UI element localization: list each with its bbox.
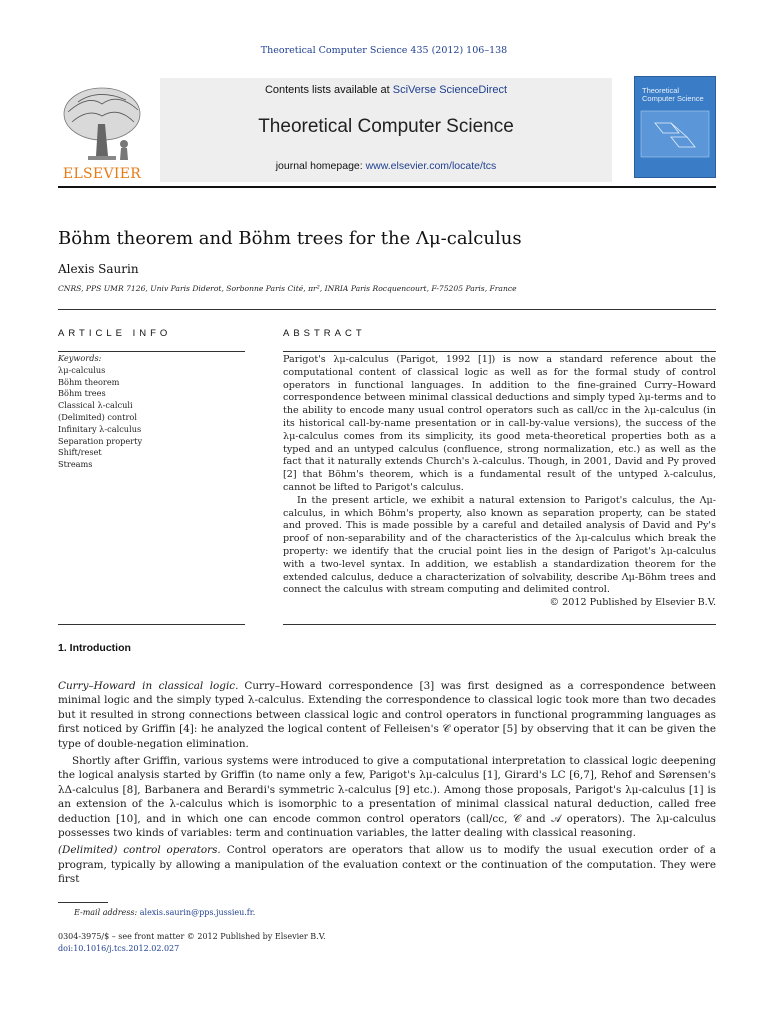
article-info-heading: ARTICLE INFO [58, 328, 172, 339]
footnote-email [74, 908, 255, 917]
email-end: . [252, 908, 256, 917]
keyword-item: (Delimited) control [58, 411, 137, 422]
abstract-paragraph-1: Parigot's λμ-calculus (Parigot, 1992 [1]) is now a standard reference about the computational content of classical logic as well as for the formal study of control operators in functional languages. In addition to the fine-grained Curry–Howard correspondence between minimal classical deductions and simply typed λμ-terms and to the ability to encode many usual control operators such as call/cc in the λμ-calculus (in its historical call-by-name presentation or in call-by-value versions), the success of the λμ-calculus comes from its simplicity, its good meta-theoretical properties both as a typed and an untyped calculus (confluence, strong normalization, etc.) as well as the fact that it naturally extends Church's λ-calculus. Though, in 2001, David and Py proved [2] that Böhm's theorem, which is a fundamental result of the untyped λ-calculus, cannot be lifted to Parigot's calculus. [283, 354, 716, 493]
journal-title: Theoretical Computer Science [258, 116, 514, 137]
sciencedirect-link[interactable]: SciVerse ScienceDirect [392, 84, 508, 96]
abstract-rule [283, 351, 716, 352]
tree-icon [58, 84, 146, 164]
author-name: Alexis Saurin [58, 262, 139, 276]
abstract-heading: ABSTRACT [283, 328, 366, 339]
info-rule [58, 351, 245, 352]
abstract-paragraph-2: In the present article, we exhibit a natural extension to Parigot's calculus, the Λμ-calculus, in which Böhm's property, also known as separation property, can be stated and proved. This is made possible by a careful and detailed analysis of David and Py's proof of non-separability and of the characteristics of the λμ-calculus which break the property: we identify that the crucial point lies in the design of Parigot's λμ-calculus with a two-level syntax. In addition, we establish a standardization theorem for the extended calculus, deduce a characterization of solvability, describe Λμ-Böhm trees and connect the calculus with stream computing and delimited control. [283, 494, 716, 596]
keyword-item: Classical λ-calculi [58, 400, 133, 411]
keyword-item: Shift/reset [58, 447, 102, 458]
masthead [58, 78, 716, 182]
homepage-link[interactable]: www.elsevier.com/locate/tcs [365, 160, 497, 172]
cover-diagram-icon [635, 77, 715, 177]
keyword-item: Böhm trees [58, 388, 106, 399]
keyword-item: Separation property [58, 435, 143, 446]
author-affiliation: CNRS, PPS UMR 7126, Univ Paris Diderot, Sorbonne Paris Cité, πr², INRIA Paris Rocquencourt, F-75205 Paris, France [58, 284, 517, 293]
paragraph-heading: Curry–Howard in classical logic. [58, 680, 239, 692]
contents-line [160, 84, 612, 96]
introduction-body [58, 679, 716, 890]
keywords-label: Keywords: [58, 353, 102, 363]
email-link[interactable]: alexis.saurin@pps.jussieu.fr [139, 908, 253, 917]
journal-reference[interactable]: Theoretical Computer Science 435 (2012) 106–138 [260, 45, 508, 56]
info-bottom-rule [58, 624, 245, 625]
abstract-bottom-rule [283, 624, 716, 625]
intro-paragraph-1 [58, 679, 716, 751]
paragraph-text: Control operators are operators that allow us to modify the usual execution order of a program, typically by allowing a manipulation of the evaluation context or the continuation of the computation. They were first [58, 844, 716, 886]
copyright-line: © 2012 Published by Elsevier B.V. [549, 597, 716, 609]
intro-paragraph-2: Shortly after Griffin, various systems were introduced to give a computational interpretation to classical logic deepening the logical analysis started by Griffin (to name only a few, Parigot's λμ-calculus [1], Girard's LC [6,7], Rehof and Sørensen's λΔ-calculus [8], Barbanera and Berardi's symmetric λ-calculus [9] etc.). Among those proposals, Parigot's λμ-calculus [1] is an extension of the λ-calculus which is isomorphic to a presentation of minimal classical natural deduction, called free deduction [10], and in which one can encode common control operators (call/cc, 𝒞 and 𝒜 operators). The λμ-calculus possesses two kinds of variables: term and continuation variables, the latter dealing with classical reasoning. [58, 755, 716, 840]
homepage-line [160, 160, 612, 172]
homepage-prefix: journal homepage: [275, 160, 366, 172]
keyword-item: Streams [58, 459, 93, 470]
abstract-body [283, 354, 716, 610]
journal-banner [160, 78, 612, 182]
elsevier-wordmark: ELSEVIER [62, 166, 142, 182]
footnote-rule [58, 902, 108, 903]
email-label: E-mail address: [74, 908, 140, 917]
elsevier-tree-logo [58, 84, 146, 182]
section-heading-introduction: 1. Introduction [58, 642, 131, 654]
contents-prefix: Contents lists available at [264, 84, 393, 96]
keywords-list [58, 353, 245, 471]
journal-cover-image [634, 76, 716, 178]
keyword-item: Böhm theorem [58, 376, 120, 387]
paragraph-text: Curry–Howard correspondence [3] was first designed as a correspondence between minimal logic and the simply typed λ-calculus. Extending the correspondence to classical logic took more than two decades but it resulted in strong connections between classical logic and control operators in functional programming languages as first noticed by Griffin [4]: he analyzed the logical content of Felleisen's 𝒞 operator [5] by observing that it can be given the type of double-negation elimination. [58, 680, 716, 750]
header-rule [58, 186, 716, 188]
intro-paragraph-3 [58, 843, 716, 886]
keyword-item: Infinitary λ-calculus [58, 423, 142, 434]
paragraph-heading: (Delimited) control operators. [58, 844, 221, 857]
title-rule [58, 309, 716, 310]
cover-title: Theoretical Computer Science [642, 86, 704, 103]
keyword-item: λμ-calculus [58, 364, 106, 375]
doi-link[interactable]: doi:10.1016/j.tcs.2012.02.027 [58, 944, 180, 953]
article-title: Böhm theorem and Böhm trees for the Λμ-calculus [58, 228, 522, 249]
front-matter-line: 0304-3975/$ – see front matter © 2012 Published by Elsevier B.V. [58, 932, 326, 941]
